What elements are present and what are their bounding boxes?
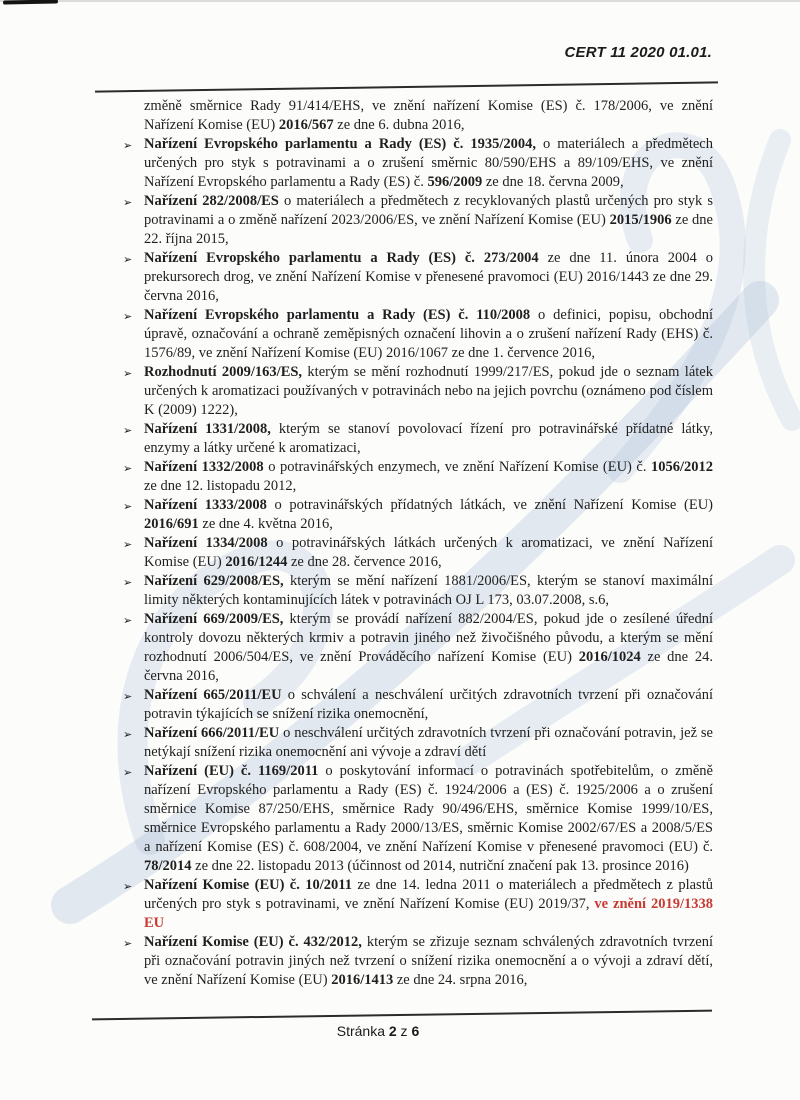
red-annotation-text: ve znění 2019/1338 EU bbox=[144, 896, 714, 931]
text-run: o materiálech a předmětech určených pro styk s potravinami a o zrušení směrnic 80/590/EHS a 89/109/EHS, ve znění Nařízení Evropského parlamentu a Rady (ES) č. bbox=[144, 136, 713, 190]
text-run: ze dne 4. května 2016, bbox=[198, 516, 333, 532]
text-run: Stránka bbox=[336, 1023, 389, 1039]
regulation-item-continuation bbox=[123, 97, 713, 135]
arrow-bullet-icon: ➢ bbox=[123, 139, 133, 152]
text-run: o potravinářských přídatných látkách, ve znění Nařízení Komise (EU) bbox=[266, 497, 713, 513]
text-run: ze dne 22. listopadu 2013 (účinnost od 2014, nutriční značení pak 13. prosince 2016) bbox=[191, 858, 689, 874]
regulation-item bbox=[123, 249, 713, 306]
text-run: 2016/1413 bbox=[331, 972, 394, 988]
text-run: kterým se stanoví povolovací řízení pro potravinářské přídatné látky, enzymy a látky určené k aromatizaci, bbox=[144, 421, 713, 456]
text-run: Nařízení 282/2008/ES bbox=[144, 193, 279, 209]
text-run: Nařízení Komise (EU) č. 10/2011 bbox=[144, 877, 352, 893]
regulation-item bbox=[123, 762, 713, 876]
text-run: o schválení a neschválení určitých zdravotních tvrzení při označování potravin týkajících se snížení rizika onemocnění, bbox=[144, 687, 713, 722]
regulation-item bbox=[123, 496, 713, 534]
regulation-item bbox=[123, 192, 713, 249]
text-run: 2016/567 bbox=[278, 117, 334, 133]
text-run: Nařízení Evropského parlamentu a Rady (ES) č. 273/2004 bbox=[144, 250, 539, 266]
text-run: kterým se mění nařízení 1881/2006/ES, kterým se stanoví maximální limity některých kontaminujících látek v potravinách OJ L 173, 03.07.2008, s.6, bbox=[144, 573, 713, 608]
text-run: kterým se mění rozhodnutí 1999/217/ES, pokud jde o seznam látek určených k aromatizaci používaných v potravinách nebo na jejich povrchu (oznámeno pod číslem K (2009) 1222), bbox=[144, 364, 713, 418]
page-header bbox=[564, 44, 712, 61]
text-run: 596/2009 bbox=[427, 174, 483, 190]
arrow-bullet-icon: ➢ bbox=[123, 728, 133, 741]
text-run: Nařízení 1332/2008 bbox=[144, 459, 264, 475]
text-run: 2015/1906 bbox=[609, 212, 672, 228]
text-run: 6 bbox=[411, 1023, 420, 1039]
text-run: ze dne 14. ledna 2011 o materiálech a předmětech z plastů určených pro styk s potravinami, ve znění Nařízení Komise (EU) 2019/37, bbox=[144, 877, 713, 912]
text-run: Nařízení 629/2008/ES, bbox=[144, 573, 284, 589]
text-run: Nařízení 1333/2008 bbox=[144, 497, 267, 513]
text-run: Nařízení 665/2011/EU bbox=[144, 687, 282, 703]
text-run: o definici, popisu, obchodní úpravě, označování a ochraně zeměpisných označení lihovin a o zrušení nařízení Rady (EHS) č. 1576/89, ve znění Nařízení Komise (EU) 2016/1067 ze dne 1. července 2016, bbox=[144, 307, 714, 361]
arrow-bullet-icon: ➢ bbox=[123, 576, 133, 589]
arrow-bullet-icon: ➢ bbox=[123, 538, 133, 551]
text-run: o neschválení určitých zdravotních tvrzení při označování potravin, jež se netýkají snížení rizika onemocnění ani vývoje a zdraví dětí bbox=[144, 725, 713, 760]
text-run: 2016/1024 bbox=[578, 649, 641, 665]
regulation-item bbox=[123, 534, 713, 572]
regulation-item bbox=[123, 306, 713, 363]
text-run: ze dne 28. července 2016, bbox=[287, 554, 442, 570]
arrow-bullet-icon: ➢ bbox=[123, 462, 133, 475]
text-run: o materiálech a předmětech z recyklovaných plastů určených pro styk s potravinami a o změně nařízení 2023/2006/ES, ve znění Nařízení Komise (EU) bbox=[144, 193, 713, 228]
text-run: ze dne 22. října 2015, bbox=[144, 212, 713, 247]
text-run: ze dne 11. února 2004 o prekursorech drog, ve znění Nařízení Komise v přenesené pravomoci (EU) 2016/1443 ze dne 29. června 2016, bbox=[144, 250, 713, 304]
page-footer bbox=[0, 1023, 756, 1039]
text-run: ze dne 24. srpna 2016, bbox=[393, 972, 528, 988]
text-run: Nařízení Evropského parlamentu a Rady (ES) č. 1935/2004, bbox=[144, 136, 536, 152]
text-run: 78/2014 bbox=[144, 858, 192, 874]
text-run: Nařízení 1334/2008 bbox=[144, 535, 268, 551]
text-run: 1056/2012 bbox=[650, 459, 713, 475]
text-run: Nařízení Evropského parlamentu a Rady (ES) č. 110/2008 bbox=[144, 307, 531, 323]
text-run: Rozhodnutí 2009/163/ES, bbox=[144, 364, 303, 380]
regulation-item bbox=[123, 458, 713, 496]
text-run: z bbox=[396, 1023, 412, 1039]
text-run: ze dne 18. června 2009, bbox=[482, 174, 624, 190]
regulation-list bbox=[123, 97, 713, 990]
text-run: kterým se zřizuje seznam schválených zdravotních tvrzení při označování potravin jiných než tvrzení o snížení rizika onemocnění a o vývoji a zdraví dětí, ve znění Nařízení Komise (EU) bbox=[144, 934, 713, 988]
arrow-bullet-icon: ➢ bbox=[123, 253, 133, 266]
text-run: Nařízení (EU) č. 1169/2011 bbox=[144, 763, 319, 779]
header-rule bbox=[95, 81, 718, 92]
arrow-bullet-icon: ➢ bbox=[123, 614, 133, 627]
text-run: kterým se provádí nařízení 882/2004/ES, pokud jde o zesílené úřední kontroly dovozu některých krmiv a potravin jiného než živočišného původu, a kterým se mění rozhodnutí 2006/504/ES, ve znění Prováděcího nařízení Komise (EU) bbox=[144, 611, 713, 665]
regulation-item bbox=[123, 610, 713, 686]
arrow-bullet-icon: ➢ bbox=[123, 880, 133, 893]
text-run: 2016/691 bbox=[144, 516, 199, 532]
arrow-bullet-icon: ➢ bbox=[123, 196, 133, 209]
regulation-item bbox=[123, 876, 713, 933]
text-run: Nařízení 669/2009/ES, bbox=[144, 611, 284, 627]
text-run: Nařízení 666/2011/EU bbox=[144, 725, 280, 741]
text-run: o poskytování informací o potravinách spotřebitelům, o změně nařízení Evropského parlamentu a Rady (ES) č. 1924/2006 a (ES) č. 1925/2006 a o zrušení směrnice Komise 87/250/EHS, směrnice Rady 90/496/EHS, směrnice Komise 1999/10/ES, směrnice Evropského parlamentu a Rady 2000/13/ES, směrnic Komise 2002/67/ES a 2008/5/ES a nařízení Komise (ES) č. 608/2004, ve znění Nařízení Komise v přenesené pravomoci (EU) č. bbox=[144, 763, 713, 855]
page-number bbox=[337, 1023, 420, 1039]
regulation-item bbox=[123, 933, 713, 990]
text-run: 2016/1244 bbox=[225, 554, 288, 570]
regulation-item bbox=[123, 686, 713, 724]
arrow-bullet-icon: ➢ bbox=[123, 690, 133, 703]
arrow-bullet-icon: ➢ bbox=[123, 424, 133, 437]
regulation-item bbox=[123, 420, 713, 458]
doc-code: CERT 11 2020 01.01. bbox=[564, 44, 712, 61]
text-run: o potravinářských enzymech, ve znění Nařízení Komise (EU) č. bbox=[263, 459, 651, 475]
text-run: o potravinářských látkách určených k aromatizaci, ve znění Nařízení Komise (EU) bbox=[144, 535, 713, 570]
text-run: ze dne 6. dubna 2016, bbox=[333, 117, 465, 133]
text-run: Nařízení Komise (EU) č. 432/2012, bbox=[144, 934, 362, 950]
footer-rule bbox=[92, 1010, 712, 1021]
arrow-bullet-icon: ➢ bbox=[123, 766, 133, 779]
regulation-item bbox=[123, 363, 713, 420]
arrow-bullet-icon: ➢ bbox=[123, 500, 133, 513]
regulation-item bbox=[123, 572, 713, 610]
text-run: ze dne 24. června 2016, bbox=[144, 649, 714, 684]
text-run: Nařízení 1331/2008, bbox=[144, 421, 271, 437]
arrow-bullet-icon: ➢ bbox=[123, 937, 133, 950]
text-run: ze dne 12. listopadu 2012, bbox=[144, 478, 297, 494]
text-run: změně směrnice Rady 91/414/EHS, ve znění nařízení Komise (ES) č. 178/2006, ve znění Nařízení Komise (EU) bbox=[144, 98, 713, 133]
regulation-item bbox=[123, 135, 713, 192]
scan-edge-artifact bbox=[0, 0, 800, 2]
regulation-item bbox=[123, 724, 713, 762]
text-run: 2 bbox=[388, 1023, 397, 1039]
scan-smudge-artifact bbox=[3, 0, 58, 5]
arrow-bullet-icon: ➢ bbox=[123, 367, 133, 380]
arrow-bullet-icon: ➢ bbox=[123, 310, 133, 323]
